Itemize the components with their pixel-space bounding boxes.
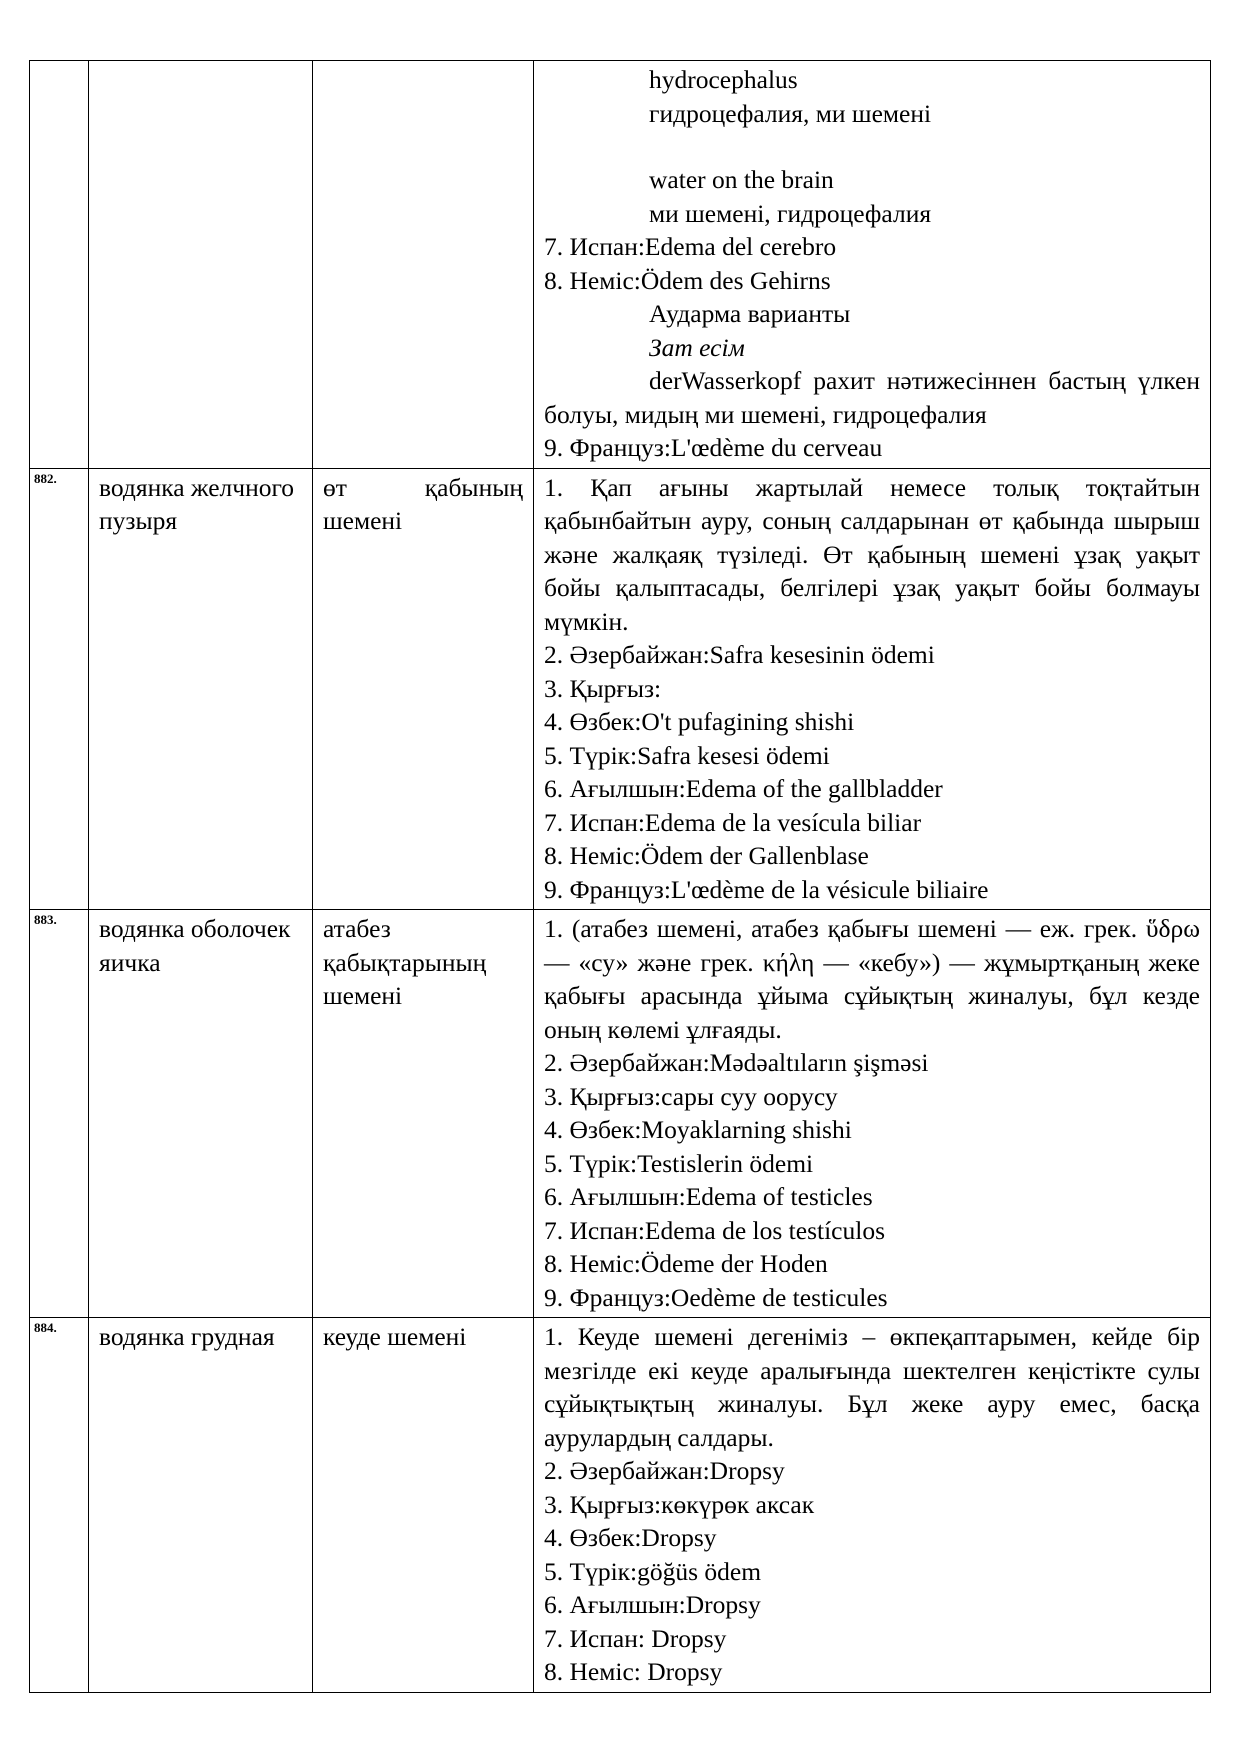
entry-number <box>30 61 89 469</box>
translation-spanish: 7. Испан:Edema de los testículos <box>544 1215 886 1245</box>
translation-azerbaijani: 2. Әзербайжан:Dropsy <box>544 1456 785 1485</box>
russian-term: водянка желчного пузыря <box>89 468 313 910</box>
table-row <box>30 1318 1211 1693</box>
entry-number: 884. <box>30 1318 89 1693</box>
kazakh-term <box>313 61 534 469</box>
translation-kyrgyz: 3. Қырғыз:көкүрөк аксак <box>544 1489 815 1519</box>
part-of-speech: Зат есім <box>649 332 745 362</box>
translation-german: 8. Неміс:Ödem der Gallenblase <box>544 841 869 870</box>
table-row <box>30 61 1211 469</box>
kazakh-term: атабез қабықтарының шемені <box>313 910 534 1318</box>
kazakh-term: өт қабының шемені <box>313 468 534 910</box>
kazakh-term: кеуде шемені <box>313 1318 534 1693</box>
definition-line: hydrocephalus <box>649 65 798 94</box>
entry-number: 883. <box>30 910 89 1318</box>
translation-french: 9. Француз:L'œdème du cerveau <box>544 433 883 462</box>
definition-cell <box>534 1318 1211 1693</box>
translation-uzbek: 4. Өзбек:Moyaklarning shishi <box>544 1115 852 1144</box>
translation-spanish: 7. Испан:Edema del cerebro <box>544 232 837 261</box>
definition-paragraph: derWasserkopf рахит нәтижесіннен бастың үлкен болуы, мидың ми шемені, гидроцефалия <box>544 366 1200 429</box>
russian-term: водянка оболочек яичка <box>89 910 313 1318</box>
definition-line: гидроцефалия, ми шемені <box>649 98 932 128</box>
translation-english: 6. Ағылшын:Edema of the gallbladder <box>544 774 943 803</box>
translation-german: 8. Неміс:Ödeme der Hoden <box>544 1249 828 1278</box>
translation-turkish: 5. Түрік:Testislerin ödemi <box>544 1148 814 1178</box>
table-row <box>30 468 1211 910</box>
translation-english: 6. Ағылшын:Dropsy <box>544 1590 761 1619</box>
translation-uzbek: 4. Өзбек:Dropsy <box>544 1523 717 1552</box>
translation-spanish: 7. Испан:Edema de la vesícula biliar <box>544 807 922 837</box>
definition-line: ми шемені, гидроцефалия <box>649 198 932 228</box>
translation-english: 6. Ағылшын:Edema of testicles <box>544 1182 873 1211</box>
translation-german: 8. Неміс: Dropsy <box>544 1657 723 1686</box>
definition-cell <box>534 910 1211 1318</box>
translation-turkish: 5. Түрік:göğüs ödem <box>544 1556 762 1586</box>
definition-line: water on the brain <box>649 165 834 194</box>
definition-cell <box>534 61 1211 469</box>
translation-azerbaijani: 2. Әзербайжан:Mədəaltıların şişməsi <box>544 1048 929 1077</box>
translation-spanish: 7. Испан: Dropsy <box>544 1623 727 1653</box>
definition-line: Аударма варианты <box>649 299 851 328</box>
translation-turkish: 5. Түрік:Safra kesesi ödemi <box>544 740 830 770</box>
translation-kyrgyz: 3. Қырғыз:сары суу оорусу <box>544 1081 838 1111</box>
definition-paragraph: 1. Кеуде шемені дегеніміз – өкпеқаптарымен, кейде бір мезгілде екі кеуде аралығында шектелген кеңістікте сулы сұйықтықтың жиналуы. Бұл жеке ауру емес, басқа аурулардың салдары. <box>544 1322 1200 1452</box>
definition-paragraph: 1. Қап ағыны жартылай немесе толық тоқтайтын қабынбайтын ауру, соның салдарынан өт қабында шырыш және жалқаяқ түзіледі. Өт қабының шемені ұзақ уақыт бойы қалыптасады, белгілері ұзақ уақыт бойы болмауы мүмкін. <box>544 472 1200 636</box>
translation-azerbaijani: 2. Әзербайжан:Safra kesesinin ödemi <box>544 640 935 669</box>
entry-number: 882. <box>30 468 89 910</box>
translation-uzbek: 4. Өзбек:O't pufagining shishi <box>544 707 855 736</box>
definition-paragraph: 1. (атабез шемені, атабез қабығы шемені — еж. грек. ὕδρω — «су» және грек. κήλη — «кебу») — жұмыртқаның жеке қабығы арасында ұйыма сұйықтың жиналуы, бұл кезде оның көлемі ұлғаяды. <box>544 914 1200 1044</box>
translation-french: 9. Француз:Oedème de testicules <box>544 1282 888 1312</box>
translation-german: 8. Неміс:Ödem des Gehirns <box>544 265 831 295</box>
russian-term: водянка грудная <box>89 1318 313 1693</box>
dictionary-table <box>29 60 1211 1693</box>
translation-kyrgyz: 3. Қырғыз: <box>544 673 662 703</box>
table-row <box>30 910 1211 1318</box>
definition-cell <box>534 468 1211 910</box>
russian-term <box>89 61 313 469</box>
translation-french: 9. Француз:L'œdème de la vésicule biliaire <box>544 874 989 904</box>
blank-line <box>544 130 1200 163</box>
